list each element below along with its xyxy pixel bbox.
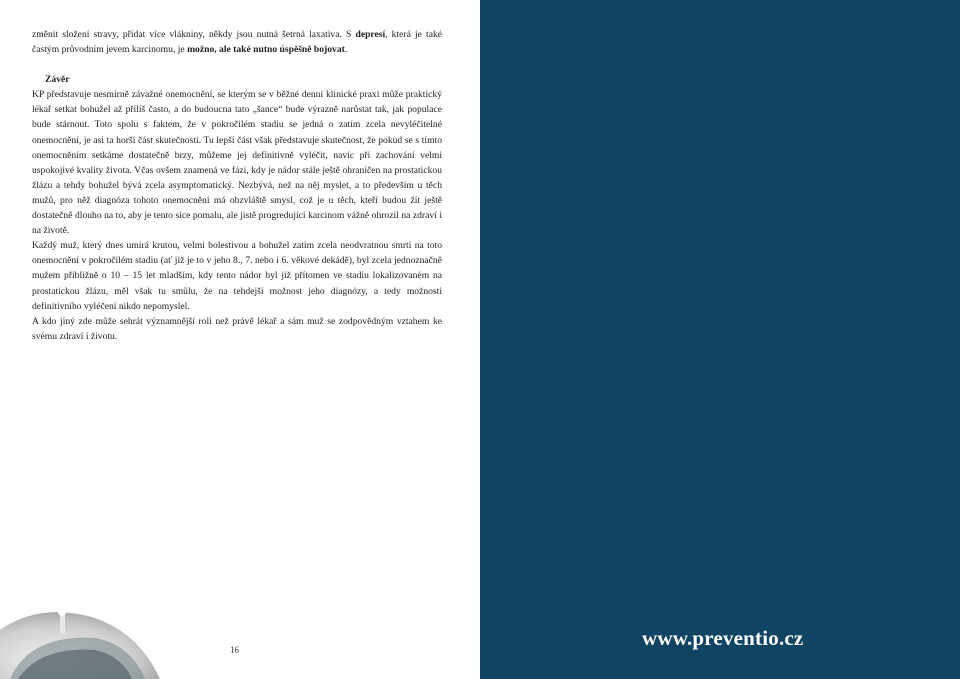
intro-bold-b: možno, ale také nutno úspěšně bojovat bbox=[187, 44, 345, 56]
intro-text-a: změnit složení stravy, přidat více vlákniny, někdy jsou nutná šetrná laxativa. S bbox=[32, 29, 356, 40]
intro-text-c: . bbox=[344, 44, 348, 56]
right-page-panel bbox=[480, 0, 960, 679]
article-text bbox=[32, 27, 442, 344]
decorative-arc-image bbox=[0, 600, 160, 679]
section-heading: Závěr bbox=[45, 74, 70, 86]
conclusion-paragraph-2: Každý muž, který dnes umírá krutou, velmi bolestivou a bohužel zatím zcela neodvratnou smrtí na toto onemocnění v pokročilém stadiu (ať již je to v jeho 8., 7. nebo i 6. věkové dekádě), byl zcela jednoznačně mužem přibližně o 10 – 15 let mladším, kdy tento nádor byl již přítomen ve stadiu lokalizovaném na prostatickou žlázu, měl však tu smůlu, že na tehdejší možnost jeho diagnózy, a tedy možnosti definitivního vyléčení nikdo nepomyslel. bbox=[32, 240, 442, 312]
intro-paragraph bbox=[32, 27, 442, 57]
conclusion-paragraph-1: KP představuje nesmírně závažné onemocnění, se kterým se v běžné denní klinické praxi může praktický lékař setkat bohužel až příliš často, a do budoucna tato „šance“ bude výrazně narůstat tak, jak populace bude stárnout. Toto spolu s faktem, že v pokročilém stadiu se jedná o zatím zcela nevyléčitelné onemocnění, je asi ta horší část skutečnosti. Tu lepší část však představuje skutečnost, že pokud se s tímto onemocněním setkáme dostatečně brzy, můžeme jej definitivně vyléčit, navíc při zachování velmi uspokojivé kvality života. Včas ovšem znamená ve fázi, kdy je nádor stále ještě ohraničen na prostatickou žlázu a tehdy bohužel bývá zcela asymptomatický. Nezbývá, než na něj myslet, a to především u těch mužů, pro něž diagnóza tohoto onemocnění má obzvláště smysl, což je u těch, kteří budou žít ještě dostatečně dlouho na to, aby je tento sice pomalu, ale jistě progredující karcinom vážně ohrozil na zdraví i na životě. bbox=[32, 89, 442, 237]
website-url: www.preventio.cz bbox=[642, 626, 804, 650]
intro-text-b: , která je také častým průvodním jevem karcinomu, je bbox=[32, 29, 443, 56]
intro-bold-a: depresí bbox=[355, 29, 386, 40]
conclusion-paragraph-3: A kdo jiný zde může sehrát významnější roli než právě lékař a sám muž se zodpovědným vztahem ke svému zdraví i životu. bbox=[32, 315, 442, 342]
page-number: 16 bbox=[230, 645, 239, 655]
